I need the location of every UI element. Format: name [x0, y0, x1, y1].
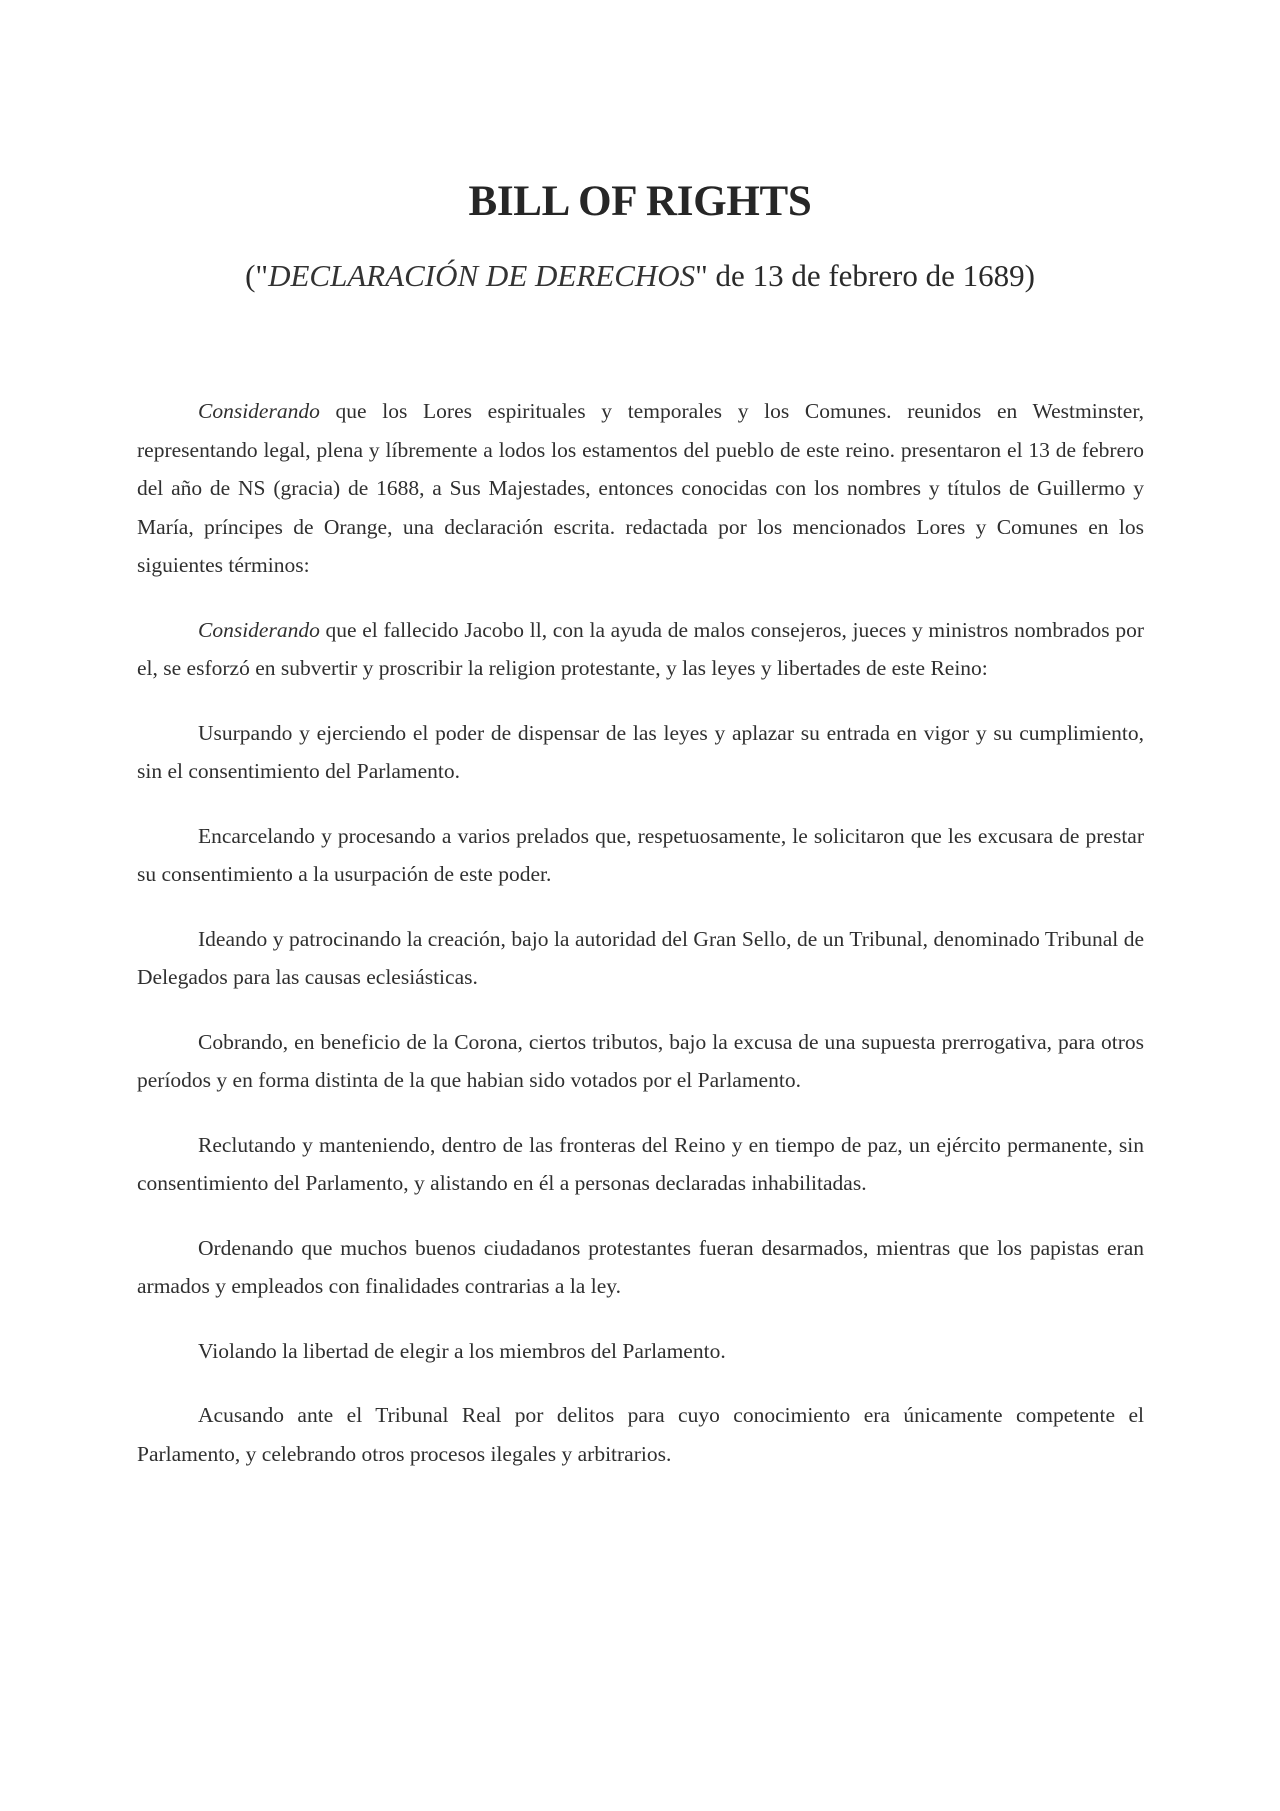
document-subtitle	[0, 256, 1280, 296]
paragraph-text: Violando la libertad de elegir a los miembros del Parlamento.	[198, 1338, 726, 1363]
subtitle-italic: DECLARACIÓN DE DERECHOS	[268, 258, 696, 293]
paragraph-text: que el fallecido Jacobo ll, con la ayuda de malos consejeros, jueces y ministros nombrados por el, se esforzó en subvertir y proscribir la religion protestante, y las leyes y libertades de este Reino:	[137, 617, 1144, 680]
document-body	[137, 392, 1144, 1499]
paragraph-text: Cobrando, en beneficio de la Corona, ciertos tributos, bajo la excusa de una supuesta prerrogativa, para otros períodos y en forma distinta de la que habian sido votados por el Parlamento.	[137, 1029, 1144, 1092]
paragraph-text: Reclutando y manteniendo, dentro de las fronteras del Reino y en tiempo de paz, un ejército permanente, sin consentimiento del Parlamento, y alistando en él a personas declaradas inhabilitadas.	[137, 1132, 1144, 1195]
paragraph-text: que los Lores espirituales y temporales y los Comunes. reunidos en Westminster, representando legal, plena y líbremente a lodos los estamentos del pueblo de este reino. presentaron el 13 de febrero del año de NS (gracia) de 1688, a Sus Majestades, entonces conocidas con los nombres y títulos de Guillermo y María, príncipes de Orange, una declaración escrita. redactada por los mencionados Lores y Comunes en los siguientes términos:	[137, 399, 1144, 577]
paragraph-lead: Considerando	[198, 399, 320, 423]
document-title: BILL OF RIGHTS	[468, 178, 812, 225]
paragraph	[137, 817, 1144, 894]
paragraph	[137, 1126, 1144, 1203]
paragraph	[137, 714, 1144, 791]
subtitle-open: ("	[245, 258, 269, 293]
paragraph-text: Encarcelando y procesando a varios prelados que, respetuosamente, le solicitaron que les excusara de prestar su consentimiento a la usurpación de este poder.	[137, 823, 1144, 886]
paragraph	[137, 611, 1144, 688]
subtitle-rest: " de 13 de febrero de 1689)	[695, 258, 1035, 293]
paragraph	[137, 1332, 1144, 1371]
paragraph-text: Ideando y patrocinando la creación, bajo la autoridad del Gran Sello, de un Tribunal, denominado Tribunal de Delegados para las causas eclesiásticas.	[137, 926, 1144, 989]
paragraph	[137, 1396, 1144, 1473]
paragraph-text: Usurpando y ejerciendo el poder de dispensar de las leyes y aplazar su entrada en vigor y su cumplimiento, sin el consentimiento del Parlamento.	[137, 720, 1144, 783]
paragraph-lead: Considerando	[198, 617, 320, 642]
paragraph	[137, 920, 1144, 997]
paragraph-text: Ordenando que muchos buenos ciudadanos protestantes fueran desarmados, mientras que los papistas eran armados y empleados con finalidades contrarias a la ley.	[137, 1235, 1144, 1298]
paragraph	[137, 1229, 1144, 1306]
paragraph	[137, 1023, 1144, 1100]
paragraph-text: Acusando ante el Tribunal Real por delitos para cuyo conocimiento era únicamente competente el Parlamento, y celebrando otros procesos ilegales y arbitrarios.	[137, 1403, 1144, 1466]
paragraph	[137, 392, 1144, 585]
